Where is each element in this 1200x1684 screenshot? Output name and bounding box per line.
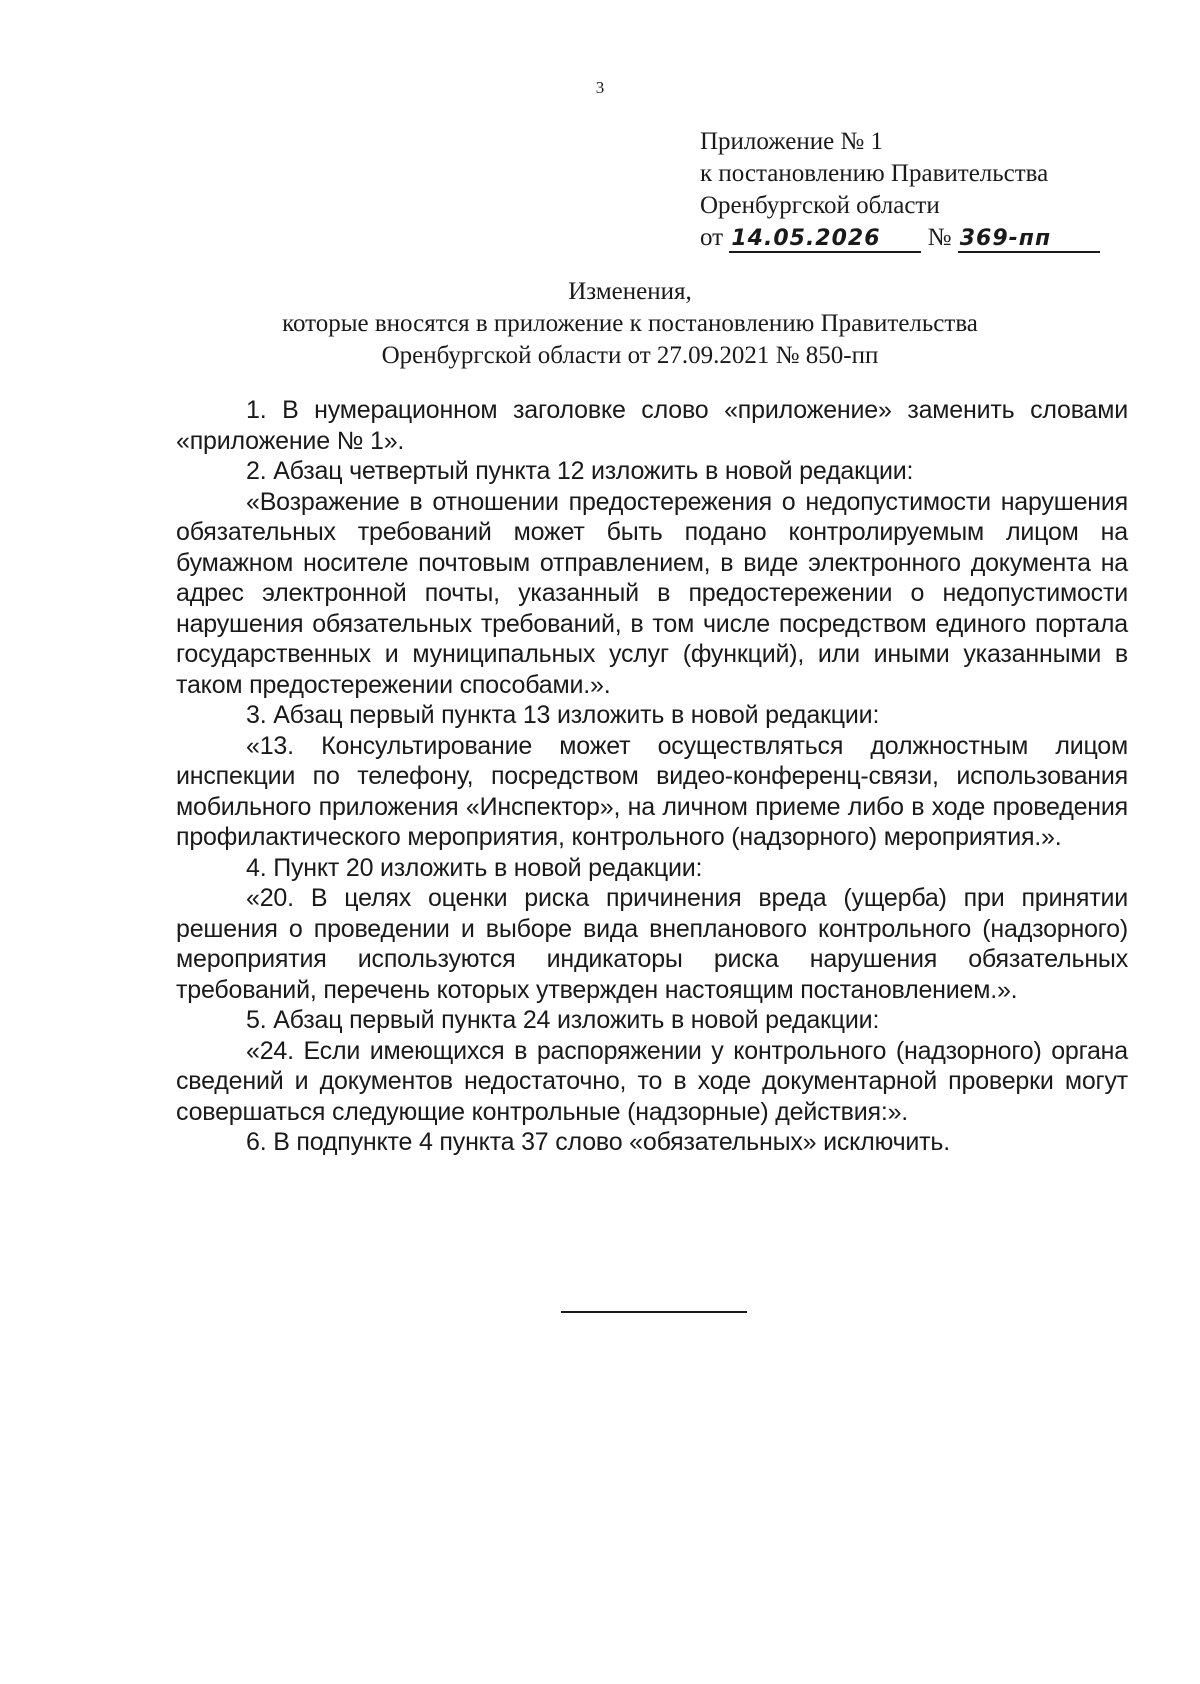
date-prefix: от <box>700 224 724 251</box>
document-body <box>176 395 1128 1158</box>
end-divider <box>561 1311 747 1313</box>
title-line-3: Оренбургской области от 27.09.2021 № 850-пп <box>381 342 879 369</box>
date-field <box>729 226 921 253</box>
paragraph-9: «24. Если имеющихся в распоряжении у контрольного (надзорного) органа сведений и документов недостаточно, то в ходе документарной проверки могут совершаться следующие контрольные (надзорные) действия:». <box>176 1036 1128 1126</box>
paragraph-3: «Возражение в отношении предостережения о недопустимости нарушения обязательных требований может быть подано контролируемым лицом на бумажном носителе почтовым отправлением, в виде электронного документа на адрес электронной почты, указанный в предостережении о недопустимости нарушения обязательных требований, в том числе посредством единого портала государственных и муниципальных услуг (функций), или иными указанными в таком предостережении способами.». <box>176 487 1128 699</box>
appendix-line-1: Приложение № 1 <box>700 128 884 155</box>
paragraph-6: 4. Пункт 20 изложить в новой редакции: <box>246 853 703 882</box>
number-prefix: № <box>927 224 952 251</box>
paragraph-5: «13. Консультирование может осуществляться должностным лицом инспекции по телефону, посредством видео-конференц-связи, использования мобильного приложения «Инспектор», на личном приеме либо в ходе проведения профилактического мероприятия, контрольного (надзорного) мероприятия.». <box>176 731 1128 851</box>
paragraph-1: 1. В нумерационном заголовке слово «приложение» заменить словами «приложение № 1». <box>176 396 1128 455</box>
document-title <box>180 276 1080 372</box>
paragraph-4: 3. Абзац первый пункта 13 изложить в новой редакции: <box>246 701 880 729</box>
appendix-date-line <box>700 222 1120 254</box>
paragraph-10: 6. В подпункте 4 пункта 37 слово «обязательных» исключить. <box>246 1128 950 1156</box>
handwritten-date: 14.05.2026 <box>731 226 881 251</box>
handwritten-number: 369-пп <box>959 226 1052 251</box>
page-number: 3 <box>595 78 605 97</box>
title-line-2: которые вносятся в приложение к постановлению Правительства <box>282 310 978 337</box>
paragraph-2: 2. Абзац четвертый пункта 12 изложить в новой редакции: <box>246 457 914 485</box>
paragraph-7: «20. В целях оценки риска причинения вреда (ущерба) при принятии решения о проведении и выборе вида внепланового контрольного (надзорного) мероприятия используются индикаторы риска нарушения обязательных требований, перечень которых утвержден настоящим постановлением.». <box>176 884 1128 1004</box>
number-field <box>958 226 1100 253</box>
appendix-line-3: Оренбургской области <box>700 192 940 219</box>
title-line-1: Изменения, <box>568 278 692 305</box>
appendix-header <box>700 126 1120 254</box>
paragraph-8: 5. Абзац первый пункта 24 изложить в новой редакции: <box>246 1006 880 1034</box>
appendix-line-2: к постановлению Правительства <box>700 160 1049 187</box>
